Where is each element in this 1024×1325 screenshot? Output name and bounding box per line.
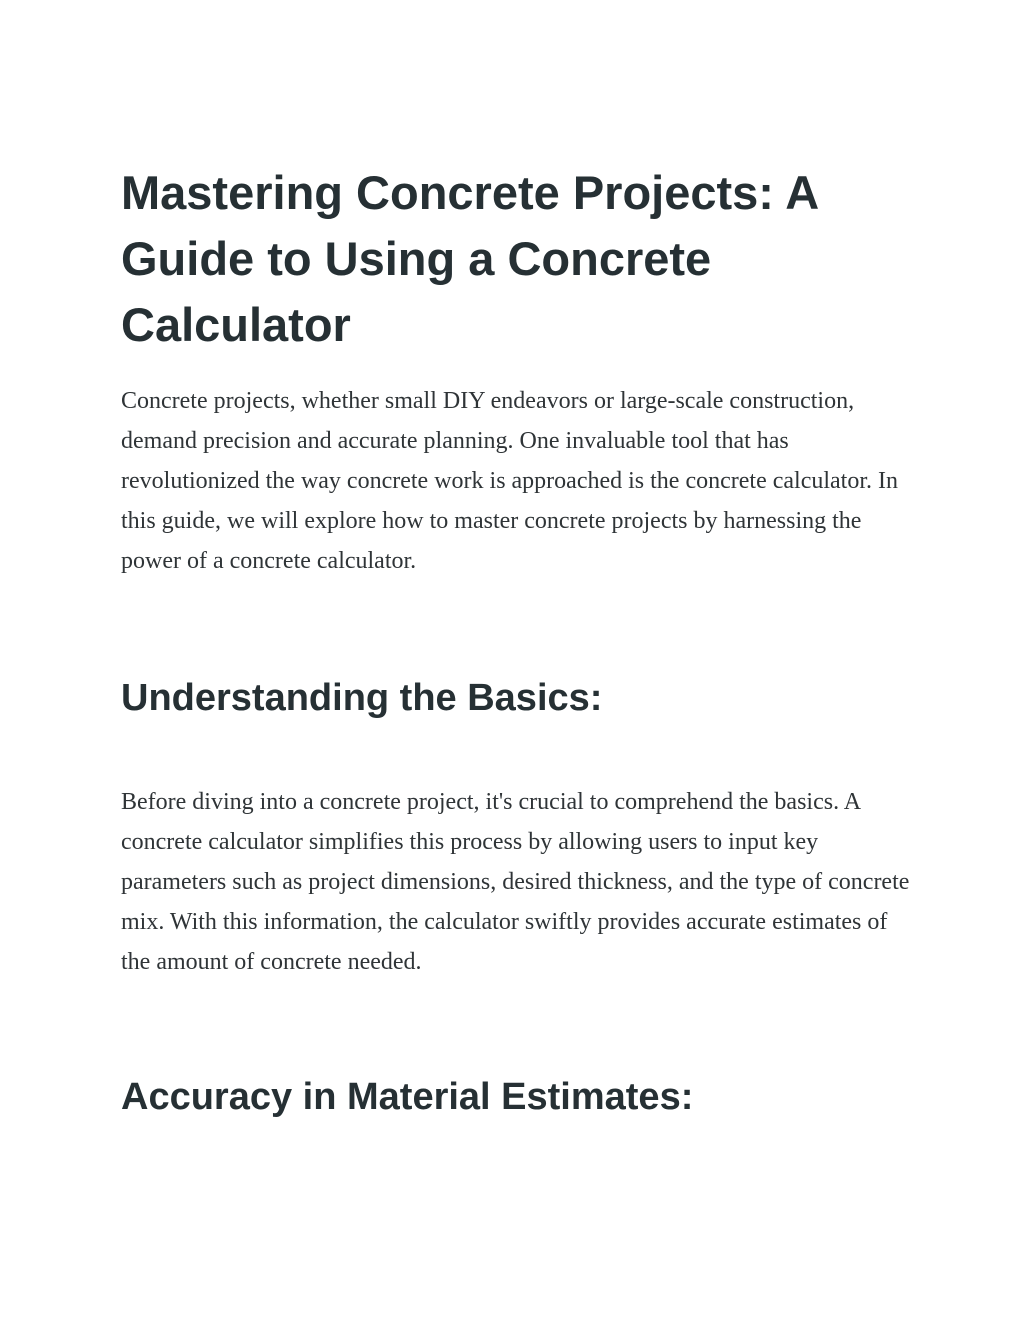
section-heading-basics: Understanding the Basics:	[121, 677, 603, 719]
section-heading-accuracy: Accuracy in Material Estimates:	[121, 1076, 694, 1118]
document-content	[121, 160, 921, 1121]
section-paragraph-basics: Before diving into a concrete project, it's crucial to comprehend the basics. A concrete calculator simplifies this process by allowing users to input key parameters such as project dimensions, desired thickness, and the type of concrete mix. With this information, the calculator swiftly provides accurate estimates of the amount of concrete needed.	[121, 789, 910, 975]
document-title: Mastering Concrete Projects: A Guide to Using a Concrete Calculator	[121, 166, 818, 351]
intro-paragraph: Concrete projects, whether small DIY endeavors or large-scale construction, demand precision and accurate planning. One invaluable tool that has revolutionized the way concrete work is approached is the concrete calculator. In this guide, we will explore how to master concrete projects by harnessing the power of a concrete calculator.	[121, 388, 898, 574]
